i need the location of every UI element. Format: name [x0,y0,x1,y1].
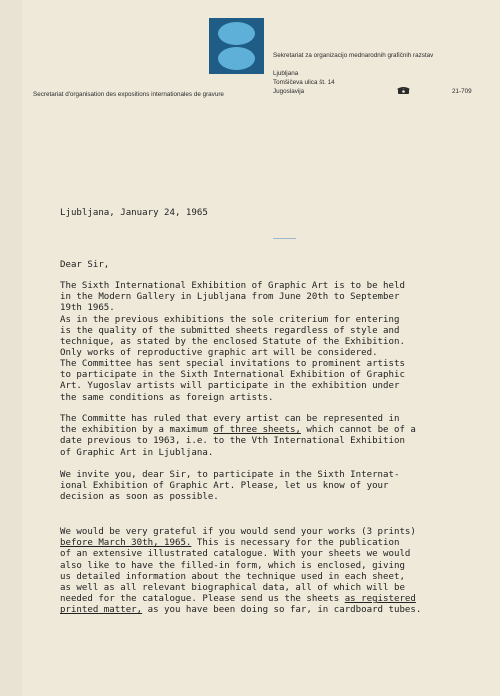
letter-date: Ljubljana, January 24, 1965 [60,208,208,218]
letterhead-phone: 21-709 [452,88,472,95]
letter-salutation: Dear Sir, [60,260,110,270]
paragraph-2 [60,359,405,404]
text-line: us detailed information about the technique used in each sheet, [60,571,405,582]
logo-disc-bottom [218,47,255,70]
text-run: as you have been doing so far, in cardboard tubes. [142,605,422,616]
text-line: technique, as stated by the enclosed Statute of the Exhibition. [60,337,405,348]
text-run: which cannot be of a [300,425,416,436]
text-line: The Committee has sent special invitations to prominent artists [60,359,405,369]
text-line [60,425,416,436]
paragraph-3 [60,414,416,459]
text-line: We invite you, dear Sir, to participate in the Sixth Internat- [60,470,400,480]
text-line [60,605,421,616]
text-line: in the Modern Gallery in Ljubljana from June 20th to September [60,292,400,303]
paragraph-4 [60,470,399,504]
letterhead-slovene: Sekretariat za organizacijo mednarodnih grafičnih razstav [273,52,434,59]
text-run: needed for the catalogue. Please send us the sheets [60,594,345,605]
telephone-icon [397,86,410,95]
letterhead-french: Secretariat d'organisation des expositions internationales de gravure [33,91,224,98]
letterhead-country: Jugoslavija [273,88,305,95]
text-line: The Sixth International Exhibition of Graphic Art is to be held [60,281,405,291]
underlined-text: before March 30th, 1965. [60,538,192,549]
text-line [60,538,421,549]
text-line: The Committe has ruled that every artist can be represented in [60,414,400,424]
underlined-text: printed matter, [60,605,143,616]
text-line [60,594,421,605]
letterhead-street: Tomšičeva ulica št. 14 [273,79,335,86]
text-line: 19th 1965. [60,303,115,314]
text-line: As in the previous exhibitions the sole criterium for entering [60,314,400,325]
text-line: as well as all relevant biographical data, all of which will be [60,583,405,594]
text-line: to participate in the Sixth International Exhibition of Graphic [60,370,405,381]
text-line: is the quality of the submitted sheets regardless of style and [60,325,400,336]
text-line: of Graphic Art in Ljubljana. [60,447,214,458]
text-line: decision as soon as possible. [60,492,219,503]
divider [273,238,296,239]
letterhead-city: Ljubljana [273,70,299,77]
logo-disc-top [218,22,255,45]
text-line: date previous to 1963, i.e. to the Vth International Exhibition [60,436,405,447]
text-run: This is necessary for the publication [191,538,400,549]
text-line: of an extensive illustrated catalogue. With your sheets we would [60,549,411,560]
paragraph-1 [60,281,405,359]
text-line: also like to have the filled-in form, which is enclosed, giving [60,560,405,571]
logo [209,18,264,74]
text-run: the exhibition by a maximum [60,425,214,436]
text-line: ional Exhibition of Graphic Art. Please, let us know of your [60,481,389,492]
underlined-text: as registered [344,594,416,605]
paragraph-5 [60,527,421,617]
text-line: Art. Yugoslav artists will participate in the exhibition under [60,381,400,392]
underlined-text: of three sheets, [213,425,301,436]
text-line: We would be very grateful if you would send your works (3 prints) [60,527,416,537]
text-line: Only works of reproductive graphic art will be considered. [60,348,378,359]
text-line: the same conditions as foreign artists. [60,392,274,403]
